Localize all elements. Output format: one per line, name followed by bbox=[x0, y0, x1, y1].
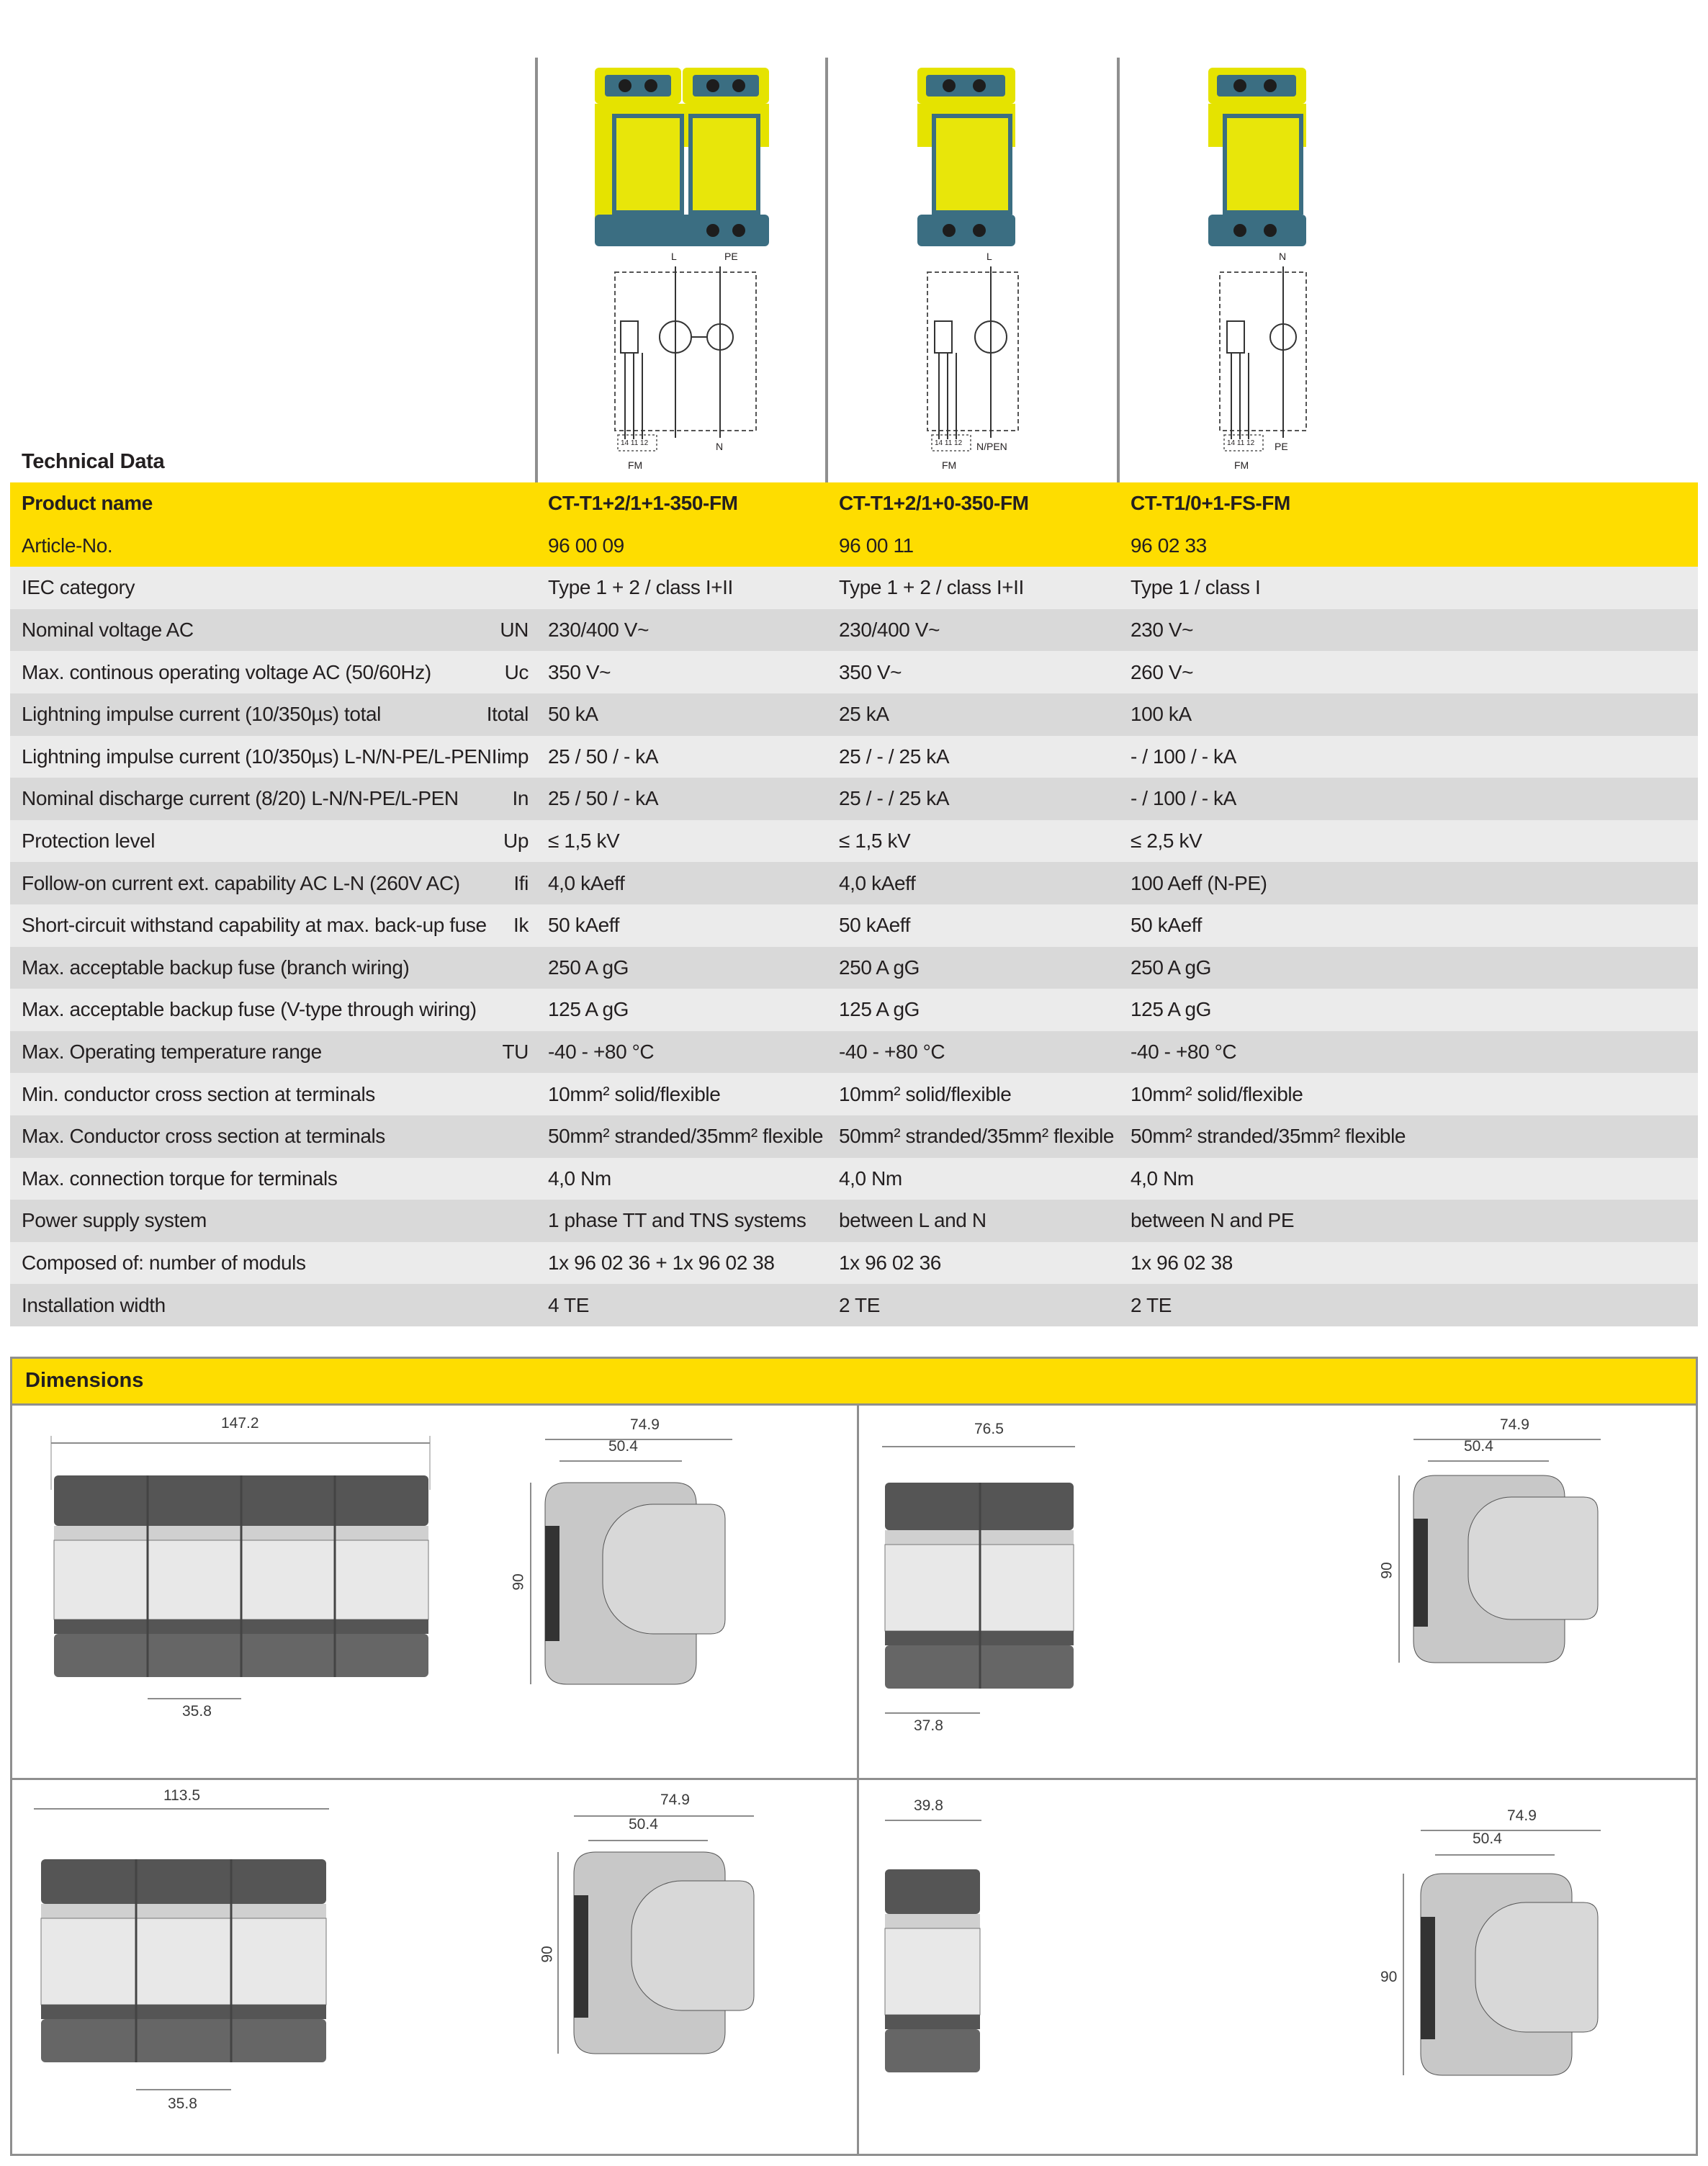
table-row bbox=[10, 736, 1698, 778]
diagram-label-fm: FM bbox=[1234, 459, 1249, 471]
table-row bbox=[10, 820, 1698, 863]
dim-height: 90 bbox=[539, 1946, 556, 1963]
cell-product-3: 230 V~ bbox=[1131, 619, 1194, 642]
dimension-cell-1 bbox=[12, 1403, 859, 1780]
cell-product-2: 50mm² stranded/35mm² flexible bbox=[839, 1125, 1115, 1148]
dim-width-label: 147.2 bbox=[221, 1415, 259, 1432]
cell-product-2: 4,0 kAeff bbox=[839, 871, 916, 894]
cell-product-1: 25 / 50 / - kA bbox=[548, 787, 659, 810]
diagram-label-l: L bbox=[986, 251, 992, 262]
row-symbol: Up bbox=[503, 830, 529, 853]
cell-product-2: CT-T1+2/1+0-350-FM bbox=[839, 492, 1029, 515]
row-label: Product name bbox=[22, 492, 153, 515]
dim-side-total: 74.9 bbox=[630, 1416, 660, 1433]
row-label: Max. connection torque for terminals bbox=[22, 1167, 338, 1190]
cell-product-2: 2 TE bbox=[839, 1293, 881, 1316]
diagram-terminals: 14 11 12 bbox=[935, 439, 963, 447]
row-label: IEC category bbox=[22, 576, 135, 599]
cell-product-1: -40 - +80 °C bbox=[548, 1041, 655, 1064]
cell-product-3: 50 kAeff bbox=[1131, 914, 1203, 937]
cell-product-2: 50 kAeff bbox=[839, 914, 911, 937]
dim-width-label: 113.5 bbox=[163, 1787, 200, 1804]
wiring-diagram-col3 bbox=[1214, 251, 1322, 475]
row-label: Max. Operating temperature range bbox=[22, 1041, 322, 1064]
cell-product-2: 25 / - / 25 kA bbox=[839, 787, 950, 810]
dim-side-inner: 50.4 bbox=[1473, 1830, 1502, 1847]
dim-side-total: 74.9 bbox=[1500, 1416, 1529, 1433]
row-label: Min. conductor cross section at terminals bbox=[22, 1082, 375, 1105]
cell-product-3: CT-T1/0+1-FS-FM bbox=[1131, 492, 1290, 515]
diagram-label-fm: FM bbox=[628, 459, 643, 471]
table-row bbox=[10, 1242, 1698, 1285]
wiring-diagram-col1 bbox=[609, 251, 768, 475]
cell-product-1: 230/400 V~ bbox=[548, 619, 650, 642]
cell-product-1: 4,0 Nm bbox=[548, 1167, 611, 1190]
cell-product-2: 230/400 V~ bbox=[839, 619, 940, 642]
row-label: Lightning impulse current (10/350µs) L-N/N-PE/L-PEN bbox=[22, 745, 492, 768]
row-symbol: In bbox=[512, 787, 529, 810]
technical-data-table bbox=[10, 482, 1698, 1326]
diagram-label-n: N bbox=[1279, 251, 1287, 262]
dim-height: 90 bbox=[510, 1573, 527, 1591]
cell-product-3: 50mm² stranded/35mm² flexible bbox=[1131, 1125, 1406, 1148]
diagram-terminals: 14 11 12 bbox=[1227, 439, 1255, 447]
cell-product-2: 125 A gG bbox=[839, 998, 920, 1021]
row-label: Max. acceptable backup fuse (branch wiring) bbox=[22, 956, 410, 979]
table-row bbox=[10, 904, 1698, 947]
table-row bbox=[10, 1158, 1698, 1200]
row-symbol: UN bbox=[500, 619, 529, 642]
row-label: Max. continous operating voltage AC (50/60Hz) bbox=[22, 660, 431, 683]
table-row bbox=[10, 482, 1698, 525]
cell-product-3: 100 kA bbox=[1131, 703, 1192, 726]
cell-product-3: ≤ 2,5 kV bbox=[1131, 830, 1203, 853]
cell-product-1: 1 phase TT and TNS systems bbox=[548, 1209, 806, 1232]
dim-side-total: 74.9 bbox=[660, 1792, 690, 1808]
cell-product-3: 1x 96 02 38 bbox=[1131, 1251, 1233, 1274]
row-label: Nominal voltage AC bbox=[22, 619, 194, 642]
cell-product-2: 350 V~ bbox=[839, 660, 902, 683]
row-symbol: TU bbox=[502, 1041, 529, 1064]
row-label: Lightning impulse current (10/350µs) total bbox=[22, 703, 381, 726]
cell-product-2: 25 kA bbox=[839, 703, 889, 726]
cell-product-3: 10mm² solid/flexible bbox=[1131, 1082, 1303, 1105]
cell-product-1: 25 / 50 / - kA bbox=[548, 745, 659, 768]
cell-product-1: 4 TE bbox=[548, 1293, 590, 1316]
table-row bbox=[10, 1284, 1698, 1326]
dim-side-inner: 50.4 bbox=[629, 1816, 658, 1833]
cell-product-1: 1x 96 02 36 + 1x 96 02 38 bbox=[548, 1251, 775, 1274]
dimension-cell-3 bbox=[12, 1780, 859, 2154]
table-row bbox=[10, 947, 1698, 989]
cell-product-1: 10mm² solid/flexible bbox=[548, 1082, 721, 1105]
cell-product-3: Type 1 / class I bbox=[1131, 576, 1261, 599]
row-symbol: Iimp bbox=[491, 745, 529, 768]
dim-side-inner: 50.4 bbox=[608, 1438, 638, 1455]
table-row bbox=[10, 862, 1698, 904]
cell-product-2: 25 / - / 25 kA bbox=[839, 745, 950, 768]
table-row bbox=[10, 567, 1698, 609]
wiring-diagram-col2 bbox=[922, 251, 1030, 475]
cell-product-2: 4,0 Nm bbox=[839, 1167, 902, 1190]
table-row bbox=[10, 525, 1698, 567]
dim-side-total: 74.9 bbox=[1507, 1807, 1537, 1824]
row-label: Max. acceptable backup fuse (V-type through wiring) bbox=[22, 998, 477, 1021]
cell-product-1: Type 1 + 2 / class I+II bbox=[548, 576, 733, 599]
cell-product-3: - / 100 / - kA bbox=[1131, 745, 1236, 768]
dim-width-label: 76.5 bbox=[974, 1421, 1004, 1437]
cell-product-1: 350 V~ bbox=[548, 660, 611, 683]
cell-product-2: ≤ 1,5 kV bbox=[839, 830, 911, 853]
row-label: Power supply system bbox=[22, 1209, 207, 1232]
cell-product-1: 125 A gG bbox=[548, 998, 629, 1021]
cell-product-3: 250 A gG bbox=[1131, 956, 1212, 979]
cell-product-2: 10mm² solid/flexible bbox=[839, 1082, 1012, 1105]
table-row bbox=[10, 1073, 1698, 1115]
table-row bbox=[10, 609, 1698, 652]
dim-module-label: 35.8 bbox=[182, 1703, 212, 1720]
dim-height: 90 bbox=[1378, 1562, 1395, 1579]
cell-product-1: CT-T1+2/1+1-350-FM bbox=[548, 492, 738, 515]
row-label: Follow-on current ext. capability AC L-N (260V AC) bbox=[22, 871, 460, 894]
diagram-label-l: L bbox=[671, 251, 677, 262]
table-row bbox=[10, 989, 1698, 1031]
cell-product-2: between L and N bbox=[839, 1209, 986, 1232]
cell-product-2: 96 00 11 bbox=[839, 534, 914, 557]
dim-width-label: 39.8 bbox=[914, 1797, 943, 1814]
row-symbol: Ik bbox=[513, 914, 529, 937]
product-image-ct-t1-0-1 bbox=[1204, 63, 1312, 251]
dim-side-inner: 50.4 bbox=[1464, 1438, 1493, 1455]
cell-product-3: 96 02 33 bbox=[1131, 534, 1207, 557]
table-row bbox=[10, 693, 1698, 736]
diagram-terminals: 14 11 12 bbox=[621, 439, 649, 447]
row-label: Short-circuit withstand capability at max. back-up fuse bbox=[22, 914, 487, 937]
row-label: Installation width bbox=[22, 1293, 166, 1316]
cell-product-3: 125 A gG bbox=[1131, 998, 1212, 1021]
diagram-label-pe: PE bbox=[1275, 441, 1288, 452]
row-label: Max. Conductor cross section at terminals bbox=[22, 1125, 385, 1148]
dimensions-title: Dimensions bbox=[25, 1369, 144, 1392]
cell-product-2: 1x 96 02 36 bbox=[839, 1251, 941, 1274]
section-title: Technical Data bbox=[22, 450, 165, 473]
cell-product-2: 250 A gG bbox=[839, 956, 920, 979]
diagram-label-fm: FM bbox=[942, 459, 957, 471]
cell-product-3: -40 - +80 °C bbox=[1131, 1041, 1237, 1064]
product-image-ct-t1-2-1-1 bbox=[590, 63, 778, 251]
diagram-label-npen: N/PEN bbox=[976, 441, 1007, 452]
cell-product-3: between N and PE bbox=[1131, 1209, 1295, 1232]
cell-product-3: - / 100 / - kA bbox=[1131, 787, 1236, 810]
table-row bbox=[10, 778, 1698, 820]
cell-product-2: -40 - +80 °C bbox=[839, 1041, 945, 1064]
row-symbol: Itotal bbox=[486, 703, 529, 726]
cell-product-1: 96 00 09 bbox=[548, 534, 624, 557]
cell-product-1: 250 A gG bbox=[548, 956, 629, 979]
dimensions-header bbox=[12, 1359, 1696, 1406]
row-label: Nominal discharge current (8/20) L-N/N-PE/L-PEN bbox=[22, 787, 459, 810]
cell-product-1: 50 kA bbox=[548, 703, 598, 726]
dim-module-label: 35.8 bbox=[168, 2095, 197, 2112]
cell-product-3: 100 Aeff (N-PE) bbox=[1131, 871, 1267, 894]
dim-module-label: 37.8 bbox=[914, 1717, 943, 1734]
cell-product-1: ≤ 1,5 kV bbox=[548, 830, 620, 853]
table-row bbox=[10, 651, 1698, 693]
cell-product-3: 2 TE bbox=[1131, 1293, 1172, 1316]
row-label: Protection level bbox=[22, 830, 156, 853]
dimension-cell-4 bbox=[859, 1780, 1696, 2154]
diagram-label-pe: PE bbox=[724, 251, 738, 262]
row-symbol: Ifi bbox=[513, 871, 529, 894]
table-row bbox=[10, 1031, 1698, 1074]
dim-height: 90 bbox=[1380, 1969, 1398, 1985]
dimensions-section bbox=[10, 1357, 1698, 2156]
row-symbol: Uc bbox=[504, 660, 529, 683]
cell-product-1: 4,0 kAeff bbox=[548, 871, 625, 894]
table-row bbox=[10, 1200, 1698, 1242]
cell-product-1: 50mm² stranded/35mm² flexible bbox=[548, 1125, 824, 1148]
table-row bbox=[10, 1115, 1698, 1158]
cell-product-1: 50 kAeff bbox=[548, 914, 620, 937]
cell-product-3: 260 V~ bbox=[1131, 660, 1194, 683]
cell-product-2: Type 1 + 2 / class I+II bbox=[839, 576, 1024, 599]
row-label: Composed of: number of moduls bbox=[22, 1251, 306, 1274]
product-image-ct-t1-2-1-0 bbox=[913, 63, 1021, 251]
row-label: Article-No. bbox=[22, 534, 113, 557]
diagram-label-n: N bbox=[716, 441, 724, 452]
dimension-cell-2 bbox=[859, 1403, 1696, 1780]
cell-product-3: 4,0 Nm bbox=[1131, 1167, 1194, 1190]
